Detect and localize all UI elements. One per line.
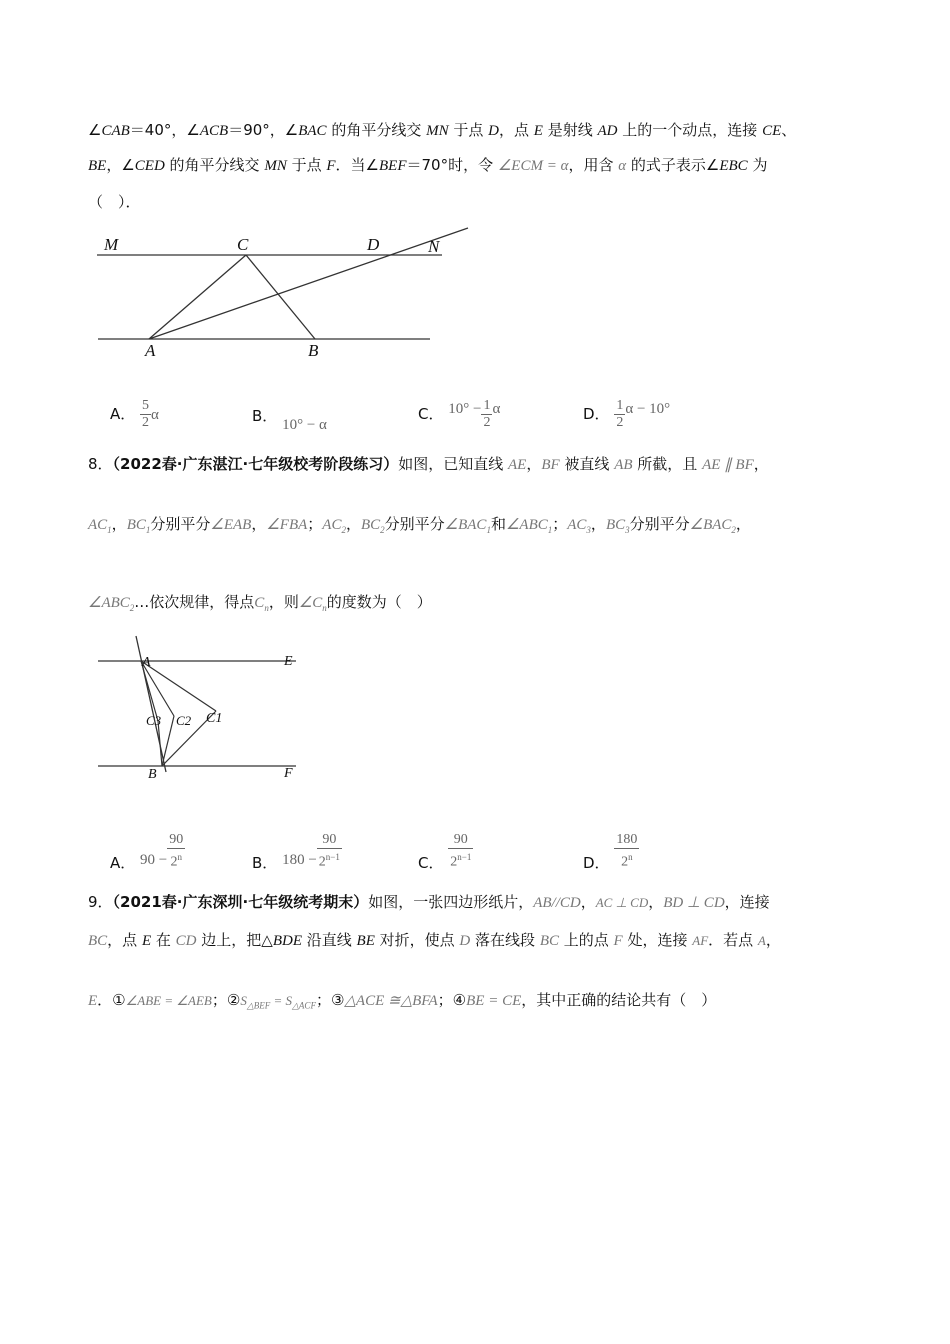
q7-fig-label-M: M <box>104 235 119 254</box>
q8-figure <box>96 636 306 782</box>
q7-figure <box>90 232 480 364</box>
q8-option-d-label: D． <box>583 853 610 872</box>
q8-text-line3: $\angle ABC_2\dots$依次规律，得点$C_n$，则$\angle C_n$的度数为（ ） <box>88 593 432 613</box>
q9-text-line3: E．①∠ABE = ∠AEB；$②S_{\triangle BEF} = S_{\triangle ACF}$；③△ACE ≅△BFA；④BE = CE，其中正确的结论共有（ ） <box>88 991 717 1011</box>
q8-fig-label-B: B <box>148 767 157 782</box>
q8-fig-label-F: F <box>284 766 293 781</box>
q8-fig-label-C1: C1 <box>206 711 223 726</box>
q7-text-line2: BE，∠CED 的角平分线交 MN 于点 F．当∠BEF＝70°时，令 ∠ECM = α，用含 α 的式子表示∠EBC 为 <box>88 156 768 174</box>
q8-option-b-label: B． <box>252 853 278 872</box>
q9-text-line2: BC，点 E 在 CD 边上，把△BDE 沿直线 BE 对折，使点 D 落在线段 BC 上的点 F 处，连接 AF．若点 A， <box>88 931 781 949</box>
q7-option-b-label: B． <box>252 407 278 425</box>
q7-fig-label-B: B <box>308 341 319 360</box>
q7-option-a-label: A． <box>110 405 136 423</box>
q8-fig-label-A: A <box>142 655 151 670</box>
q7-option-c-label: C． <box>418 405 444 423</box>
q8-option-a[interactable]: A． 90 − $\frac{90}{2^n}$ <box>110 832 184 872</box>
q7-fig-label-N: N <box>428 237 440 256</box>
q7-fig-label-C: C <box>237 235 249 254</box>
q8-fig-label-E: E <box>284 654 293 669</box>
q7-option-d-label: D． <box>583 405 610 423</box>
q7-option-b[interactable]: B． 10° − α <box>252 407 327 433</box>
q7-option-c[interactable]: C． 10° − $\frac{1}{2}$ α <box>418 398 501 430</box>
q7-text-line3: （ ）． <box>88 193 141 211</box>
q8-option-d[interactable]: D． $\frac{180}{2^n}$ <box>583 832 638 872</box>
q8-option-b[interactable]: B． 180 − $\frac{90}{2^{n-1}}$ <box>252 832 340 872</box>
q9-text-line1: 9．（2021春·广东深圳·七年级统考期末）如图，一张四边形纸片，AB//CD，AC ⊥ CD，BD ⊥ CD，连接 <box>88 893 770 911</box>
q8-option-c[interactable]: C． $\frac{90}{2^{n-1}}$ <box>418 832 472 872</box>
q8-fig-label-C3: C3 <box>146 713 162 728</box>
q7-option-a[interactable]: A． $\frac{5}{2}$ α <box>110 398 159 430</box>
q7-fig-label-A: A <box>145 341 156 360</box>
q8-option-a-label: A． <box>110 853 136 872</box>
q8-fig-label-C2: C2 <box>176 713 192 728</box>
q7-fig-label-D: D <box>367 235 380 254</box>
q8-text-line2: $AC_1$，$BC_1$分别平分∠EAB，∠FBA；$AC_2$，$BC_2$分别平分$\angle BAC_1$和$\angle ABC_1$；$AC_3$，$BC_3$分别平分$\angle BAC_2$， <box>88 515 751 535</box>
q7-text-line1: ∠CAB＝40°，∠ACB＝90°，∠BAC 的角平分线交 MN 于点 D，点 E 是射线 AD 上的一个动点，连接 CE、 <box>88 121 797 139</box>
q7-option-d[interactable]: D． $\frac{1}{2}$ α − 10° <box>583 398 671 430</box>
q8-text-line1: 8．（2022春·广东湛江·七年级校考阶段练习）如图，已知直线 AE，BF 被直线 AB 所截，且 AE ∥ BF， <box>88 455 769 473</box>
q8-option-c-label: C． <box>418 853 444 872</box>
